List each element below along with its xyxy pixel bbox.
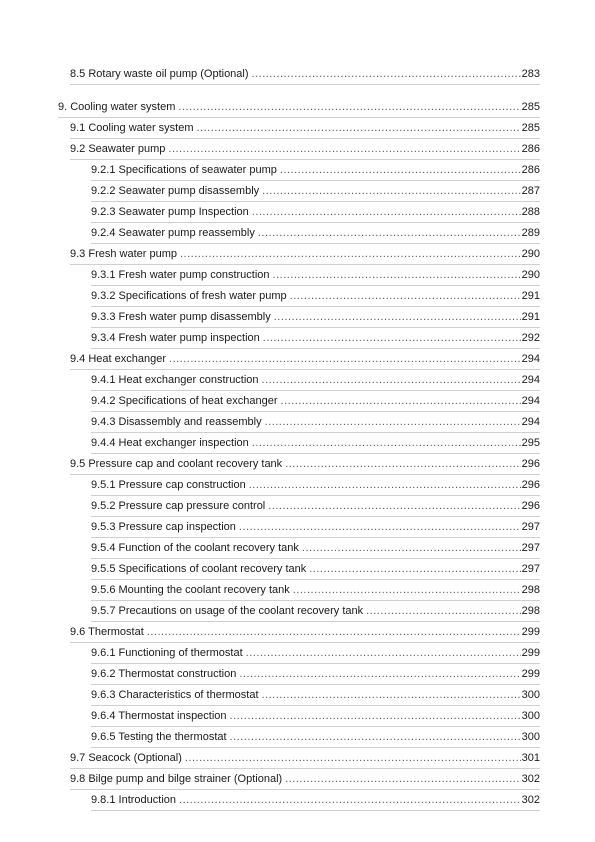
toc-entry-page-number: 296 — [521, 500, 540, 512]
toc-entry-page-number: 300 — [521, 731, 540, 743]
toc-entry[interactable] — [0, 601, 595, 622]
toc-entry-title: 9.3.2 Specifications of fresh water pump — [91, 290, 287, 302]
toc-entry-line — [91, 437, 540, 450]
toc-entry-page-number: 297 — [521, 521, 540, 533]
toc-entry-line — [91, 374, 540, 387]
dot-leader — [239, 521, 521, 534]
toc-entry-line — [91, 332, 540, 345]
toc-entry[interactable] — [0, 391, 595, 412]
toc-entry-page-number: 291 — [521, 311, 540, 323]
dot-leader — [285, 458, 520, 471]
toc-entry-title: 9.6.4 Thermostat inspection — [91, 710, 227, 722]
toc-entry-line — [91, 206, 540, 219]
toc-entry[interactable] — [0, 433, 595, 454]
toc-entry-line — [91, 689, 540, 702]
toc-entry-title: 9.6.1 Functioning of thermostat — [91, 647, 243, 659]
toc-entry-page-number: 295 — [521, 437, 540, 449]
toc-entry-page-number: 294 — [521, 374, 540, 386]
toc-entry[interactable] — [0, 643, 595, 664]
toc-entry-line — [70, 122, 540, 135]
toc-entry[interactable] — [0, 160, 595, 181]
toc-entry-page-number: 300 — [521, 710, 540, 722]
toc-entry-page-number: 289 — [521, 227, 540, 239]
toc-entry-page-number: 296 — [521, 479, 540, 491]
toc-entry[interactable] — [0, 307, 595, 328]
toc-entry-line — [91, 185, 540, 198]
toc-entry-page-number: 299 — [521, 647, 540, 659]
dot-leader — [185, 752, 521, 765]
toc-entry-page-number: 285 — [521, 101, 540, 113]
toc-entry-line — [91, 311, 540, 324]
toc-entry-page-number: 286 — [521, 164, 540, 176]
toc-entry-page-number: 290 — [521, 269, 540, 281]
toc-entry-line — [91, 479, 540, 492]
dot-leader — [147, 626, 521, 639]
toc-entry-line — [91, 395, 540, 408]
dot-leader — [258, 227, 521, 240]
toc-entry-page-number: 298 — [521, 584, 540, 596]
toc-entry-line — [70, 773, 540, 786]
toc-entry-page-number: 297 — [521, 563, 540, 575]
toc-entry-title: 9.2.3 Seawater pump Inspection — [91, 206, 249, 218]
toc-entry-line — [91, 164, 540, 177]
toc-entry-line — [91, 269, 540, 282]
dot-leader — [263, 332, 521, 345]
toc-entry-line — [70, 752, 540, 765]
toc-entry-page-number: 299 — [521, 626, 540, 638]
toc-entry[interactable] — [0, 622, 595, 643]
toc-entry-line — [91, 416, 540, 429]
toc-entry-line — [91, 584, 540, 597]
dot-leader — [180, 248, 521, 261]
dot-leader — [246, 647, 521, 660]
toc-entry-title: 9.2 Seawater pump — [70, 143, 166, 155]
toc-entry-title: 9.5.4 Function of the coolant recovery tank — [91, 542, 299, 554]
toc-entry[interactable] — [0, 139, 595, 160]
toc-entry-title: 9.2.4 Seawater pump reassembly — [91, 227, 255, 239]
dot-leader — [274, 311, 521, 324]
toc-entry-title: 9.5 Pressure cap and coolant recovery tank — [70, 458, 283, 470]
table-of-contents — [0, 64, 595, 811]
toc-entry-title: 9.7 Seacock (Optional) — [70, 752, 182, 764]
dot-leader — [293, 584, 521, 597]
toc-entry-page-number: 285 — [521, 122, 540, 134]
toc-entry-title: 9.4 Heat exchanger — [70, 353, 167, 365]
toc-entry[interactable] — [0, 727, 595, 748]
dot-leader — [265, 416, 521, 429]
toc-entry-page-number: 294 — [521, 353, 540, 365]
toc-entry[interactable] — [0, 790, 595, 811]
toc-entry[interactable] — [0, 244, 595, 265]
toc-entry[interactable] — [0, 118, 595, 139]
dot-leader — [268, 500, 520, 513]
toc-entry[interactable] — [0, 97, 595, 118]
toc-entry-page-number: 301 — [521, 752, 540, 764]
toc-entry[interactable] — [0, 412, 595, 433]
toc-entry-page-number: 288 — [521, 206, 540, 218]
toc-entry[interactable] — [0, 517, 595, 538]
dot-leader — [197, 122, 521, 135]
toc-entry-line — [70, 68, 540, 81]
toc-entry-title: 9.4.3 Disassembly and reassembly — [91, 416, 262, 428]
dot-leader — [169, 353, 521, 366]
toc-entry-page-number: 302 — [521, 773, 540, 785]
row-divider — [91, 810, 540, 811]
toc-entry-line — [70, 143, 540, 156]
toc-entry-page-number: 292 — [521, 332, 540, 344]
toc-entry-page-number: 294 — [521, 395, 540, 407]
dot-leader — [273, 269, 521, 282]
toc-entry[interactable] — [0, 64, 595, 85]
toc-entry-page-number: 302 — [521, 794, 540, 806]
toc-entry-line — [70, 458, 540, 471]
toc-entry[interactable] — [0, 349, 595, 370]
toc-entry-line — [70, 626, 540, 639]
dot-leader — [262, 689, 521, 702]
toc-entry-line — [91, 227, 540, 240]
toc-entry-title: 9.8 Bilge pump and bilge strainer (Optional) — [70, 773, 283, 785]
dot-leader — [230, 710, 521, 723]
toc-entry-title: 9.3.1 Fresh water pump construction — [91, 269, 270, 281]
dot-leader — [252, 437, 521, 450]
toc-entry[interactable] — [0, 286, 595, 307]
toc-entry-line — [91, 731, 540, 744]
toc-entry[interactable] — [0, 496, 595, 517]
dot-leader — [179, 794, 521, 807]
dot-leader — [366, 605, 521, 618]
dot-leader — [252, 206, 521, 219]
dot-leader — [285, 773, 520, 786]
dot-leader — [302, 542, 521, 555]
toc-entry-title: 9.4.2 Specifications of heat exchanger — [91, 395, 278, 407]
toc-entry[interactable] — [0, 664, 595, 685]
toc-entry[interactable] — [0, 202, 595, 223]
toc-entry[interactable] — [0, 559, 595, 580]
dot-leader — [252, 68, 521, 81]
toc-entry-page-number: 286 — [521, 143, 540, 155]
toc-entry-line — [70, 248, 540, 261]
toc-entry-line — [91, 605, 540, 618]
dot-leader — [262, 185, 520, 198]
toc-entry-page-number: 296 — [521, 458, 540, 470]
toc-entry-page-number: 298 — [521, 605, 540, 617]
toc-entry[interactable] — [0, 685, 595, 706]
toc-entry-line — [91, 500, 540, 513]
toc-entry-page-number: 287 — [521, 185, 540, 197]
toc-entry[interactable] — [0, 538, 595, 559]
toc-entry-page-number: 299 — [521, 668, 540, 680]
toc-entry-title: 9.5.6 Mounting the coolant recovery tank — [91, 584, 290, 596]
toc-entry-title: 9.6 Thermostat — [70, 626, 144, 638]
toc-entry-page-number: 300 — [521, 689, 540, 701]
row-divider — [70, 84, 540, 85]
toc-entry[interactable] — [0, 580, 595, 601]
toc-entry[interactable] — [0, 223, 595, 244]
toc-entry-title: 9.4.1 Heat exchanger construction — [91, 374, 259, 386]
dot-leader — [230, 731, 521, 744]
toc-entry[interactable] — [0, 370, 595, 391]
dot-leader — [249, 479, 521, 492]
toc-entry-line — [91, 521, 540, 534]
toc-entry-title: 9.1 Cooling water system — [70, 122, 194, 134]
toc-entry-page-number: 290 — [521, 248, 540, 260]
toc-entry-line — [91, 647, 540, 660]
toc-entry[interactable] — [0, 748, 595, 769]
toc-entry-title: 9.3.4 Fresh water pump inspection — [91, 332, 260, 344]
toc-entry-line — [91, 794, 540, 807]
section-gap — [0, 85, 595, 97]
toc-entry[interactable] — [0, 706, 595, 727]
toc-entry-title: 9.5.7 Precautions on usage of the coolant recovery tank — [91, 605, 364, 617]
toc-entry-line — [91, 710, 540, 723]
toc-entry-title: 9.6.3 Characteristics of thermostat — [91, 689, 259, 701]
toc-entry-title: 9.5.1 Pressure cap construction — [91, 479, 246, 491]
toc-entry-line — [58, 101, 540, 114]
toc-entry-page-number: 283 — [521, 68, 540, 80]
toc-entry-title: 9.3 Fresh water pump — [70, 248, 177, 260]
toc-entry[interactable] — [0, 328, 595, 349]
toc-entry[interactable] — [0, 769, 595, 790]
dot-leader — [290, 290, 521, 303]
toc-entry-title: 9.2.2 Seawater pump disassembly — [91, 185, 260, 197]
toc-entry-title: 9.6.2 Thermostat construction — [91, 668, 237, 680]
toc-entry-title: 9.6.5 Testing the thermostat — [91, 731, 227, 743]
toc-entry[interactable] — [0, 181, 595, 202]
dot-leader — [168, 143, 520, 156]
toc-entry[interactable] — [0, 475, 595, 496]
dot-leader — [280, 164, 521, 177]
toc-entry-title: 9. Cooling water system — [58, 101, 176, 113]
toc-entry[interactable] — [0, 265, 595, 286]
toc-entry-page-number: 297 — [521, 542, 540, 554]
toc-entry-page-number: 294 — [521, 416, 540, 428]
toc-entry-title: 9.4.4 Heat exchanger inspection — [91, 437, 249, 449]
toc-entry-page-number: 291 — [521, 290, 540, 302]
toc-entry-line — [91, 563, 540, 576]
toc-entry-title: 9.3.3 Fresh water pump disassembly — [91, 311, 271, 323]
dot-leader — [262, 374, 521, 387]
toc-entry-title: 9.5.2 Pressure cap pressure control — [91, 500, 266, 512]
dot-leader — [309, 563, 520, 576]
toc-entry-title: 9.5.3 Pressure cap inspection — [91, 521, 236, 533]
toc-entry[interactable] — [0, 454, 595, 475]
toc-entry-title: 9.8.1 Introduction — [91, 794, 177, 806]
toc-entry-title: 9.2.1 Specifications of seawater pump — [91, 164, 277, 176]
toc-entry-line — [91, 542, 540, 555]
dot-leader — [178, 101, 520, 114]
toc-entry-title: 8.5 Rotary waste oil pump (Optional) — [70, 68, 249, 80]
toc-entry-line — [70, 353, 540, 366]
toc-entry-line — [91, 290, 540, 303]
toc-entry-line — [91, 668, 540, 681]
toc-entry-title: 9.5.5 Specifications of coolant recovery tank — [91, 563, 307, 575]
dot-leader — [281, 395, 521, 408]
dot-leader — [239, 668, 520, 681]
